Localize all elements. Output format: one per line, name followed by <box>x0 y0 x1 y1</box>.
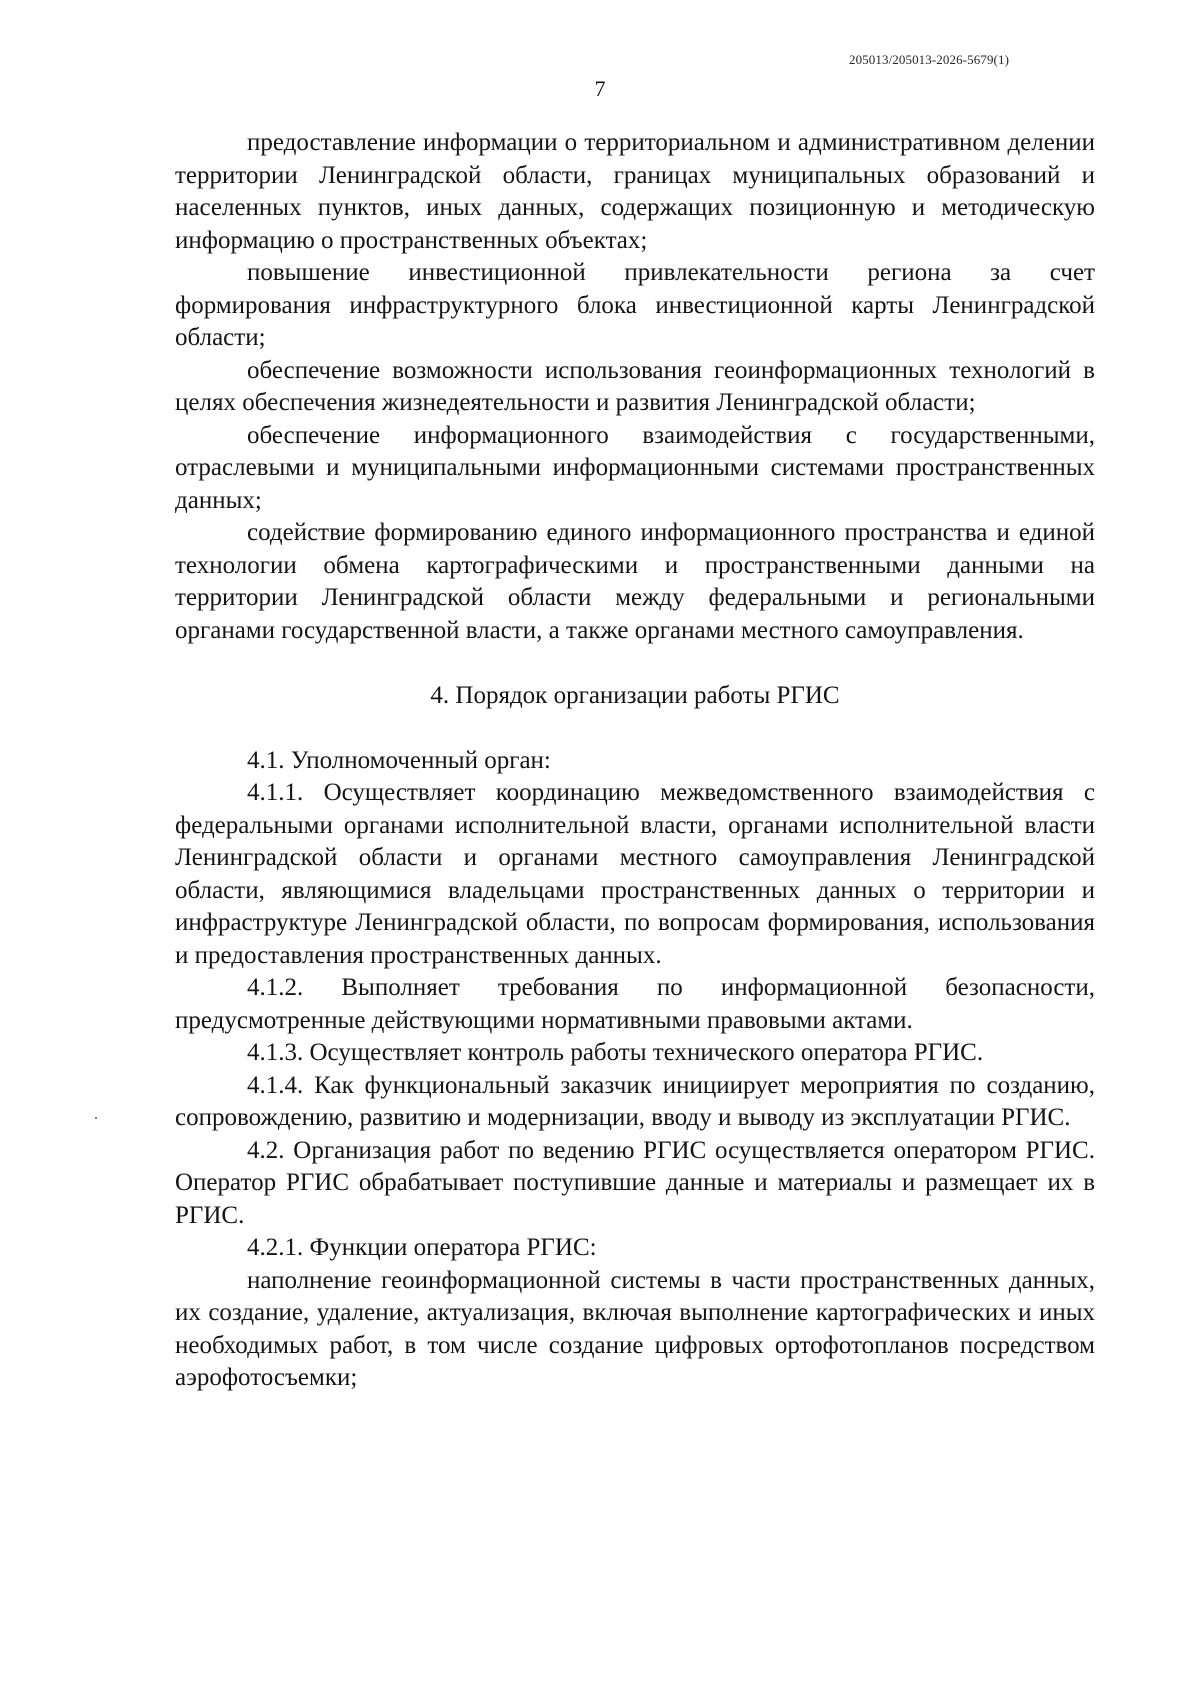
section-heading: 4. Порядок организации работы РГИС <box>430 682 840 709</box>
paragraph: предоставление информации о территориальном и административном делении территории Ленинградской области, границах муниципальных образований и населенных пунктов, иных данных, содержащих позиционную и методическую информацию о пространственных объектах; <box>175 129 1095 254</box>
document-body <box>175 127 1095 1395</box>
document-code: 205013/205013-2026-5679(1) <box>848 52 1009 67</box>
paragraph: 4.1. Уполномоченный орган: <box>247 746 551 774</box>
paragraph: 4.1.2. Выполняет требования по информационной безопасности, предусмотренные действующими нормативными правовыми актами. <box>175 974 1095 1034</box>
paragraph: 4.1.1. Осуществляет координацию межведомственного взаимодействия с федеральными органами исполнительной власти, органами исполнительной власти Ленинградской области и органами местного самоуправления Ленинградской области, являющимися владельцами пространственных данных о территории и инфраструктуре Ленинградской области, по вопросам формирования, использования и предоставления пространственных данных. <box>175 779 1095 969</box>
paragraph: обеспечение информационного взаимодействия с государственными, отраслевыми и муниципальными информационными системами пространственных данных; <box>175 421 1095 514</box>
paragraph: 4.1.3. Осуществляет контроль работы технического оператора РГИС. <box>247 1039 984 1066</box>
paragraph: содействие формированию единого информационного пространства и единой технологии обмена картографическими и пространственными данными на территории Ленинградской области между федеральными и региональными органами государственной власти, а также органами местного самоуправления. <box>175 519 1095 644</box>
scan-speck <box>95 1117 97 1119</box>
paragraph: обеспечение возможности использования геоинформационных технологий в целях обеспечения жизнедеятельности и развития Ленинградской области; <box>175 356 1095 416</box>
page-number: 7 <box>594 76 606 101</box>
paragraph: 4.2.1. Функции оператора РГИС: <box>247 1234 597 1261</box>
paragraph: 4.2. Организация работ по ведению РГИС осуществляется оператором РГИС. Оператор РГИС обрабатывает поступившие данные и материалы и размещает их в РГИС. <box>175 1136 1095 1229</box>
paragraph: повышение инвестиционной привлекательности региона за счет формирования инфраструктурного блока инвестиционной карты Ленинградской области; <box>175 259 1095 351</box>
paragraph: 4.1.4. Как функциональный заказчик инициирует мероприятия по созданию, сопровождению, развитию и модернизации, вводу и выводу из эксплуатации РГИС. <box>175 1071 1095 1131</box>
paragraph: наполнение геоинформационной системы в части пространственных данных, их создание, удаление, актуализация, включая выполнение картографических и иных необходимых работ, в том числе создание цифровых ортофотопланов посредством аэрофотосъемки; <box>175 1266 1095 1391</box>
